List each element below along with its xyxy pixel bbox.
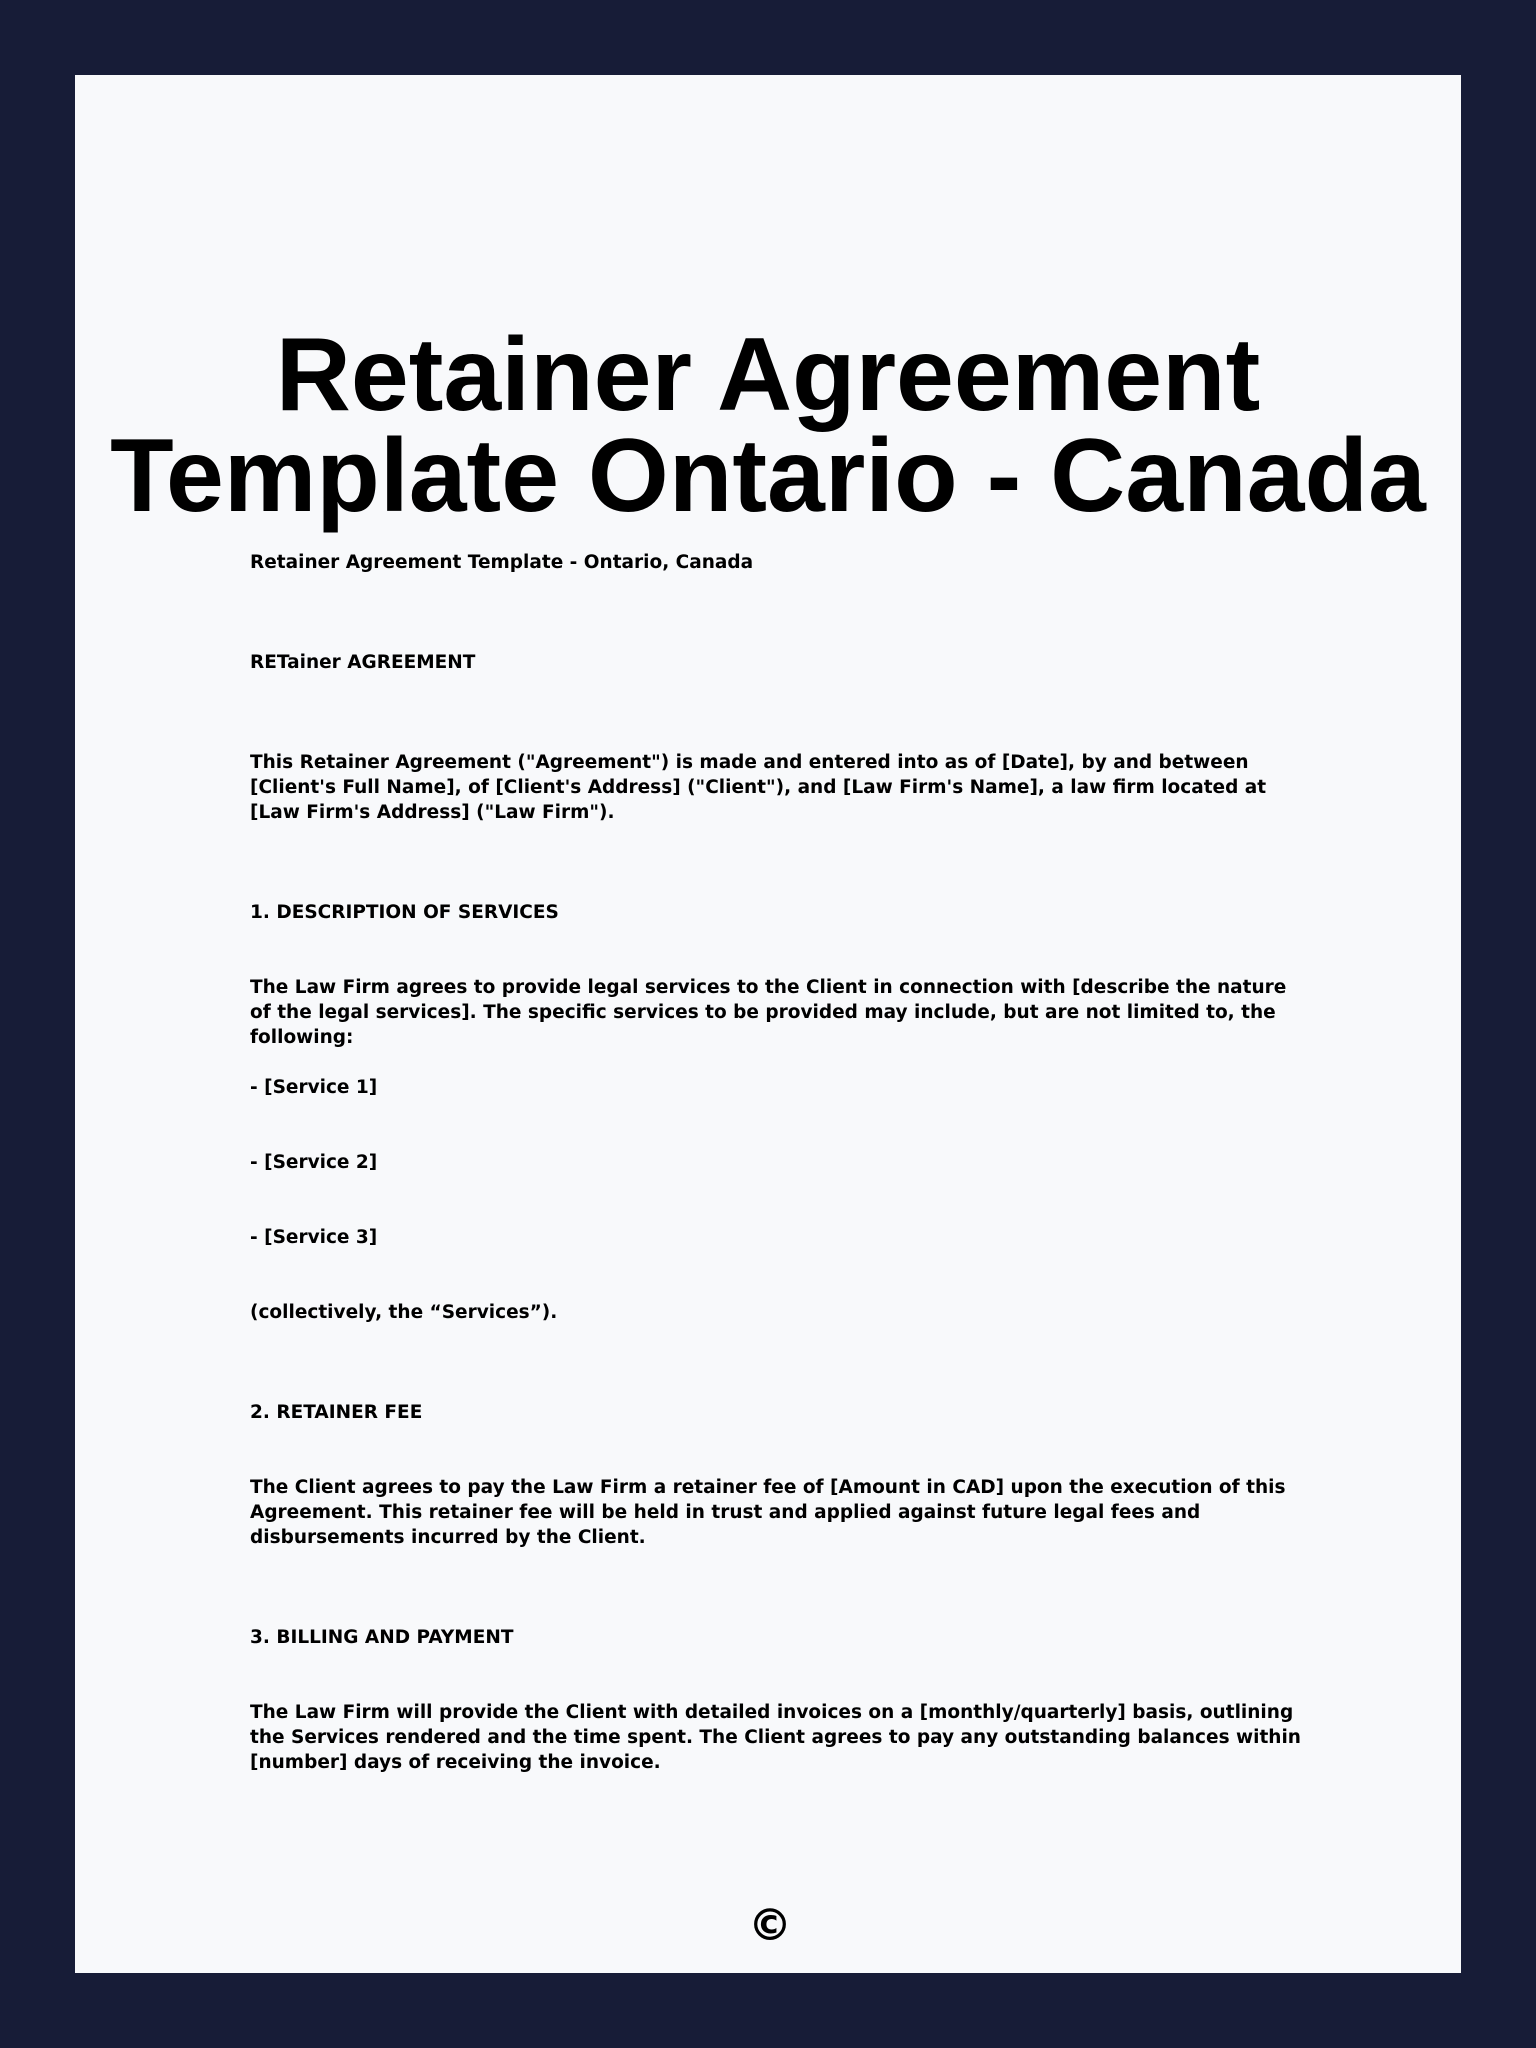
copyright-icon: © (748, 1900, 792, 1951)
service-item-2: - [Service 2] (250, 1152, 378, 1173)
agreement-heading: RETainer AGREEMENT (250, 652, 476, 673)
document-title-line-1: Retainer Agreement (275, 317, 1261, 433)
section-1-heading: 1. DESCRIPTION OF SERVICES (250, 902, 559, 923)
section-3-text: The Law Firm will provide the Client with detailed invoices on a [monthly/quarterly] basis, outlining the Services rendered and the time spent. The Client agrees to pay any outstanding balances within [number] days of receiving the invoice. (250, 1702, 1301, 1773)
services-closing: (collectively, the “Services”). (250, 1302, 558, 1323)
section-3-heading: 3. BILLING AND PAYMENT (250, 1627, 514, 1648)
intro-paragraph: This Retainer Agreement ("Agreement") is made and entered into as of [Date], by and between [Client's Full Name], of [Client's Address] ("Client"), and [Law Firm's Name], a law firm located at [Law Firm's Address] ("Law Firm"). (250, 752, 1267, 823)
section-2-heading: 2. RETAINER FEE (250, 1402, 423, 1423)
section-1-text: The Law Firm agrees to provide legal services to the Client in connection with [describe the nature of the legal services]. The specific services to be provided may include, but are not limited to, the following: (250, 977, 1287, 1048)
document-page (75, 75, 1461, 1973)
service-item-1: - [Service 1] (250, 1077, 378, 1098)
section-2-text: The Client agrees to pay the Law Firm a retainer fee of [Amount in CAD] upon the execution of this Agreement. This retainer fee will be held in trust and applied against future legal fees and disbursements incurred by the Client. (250, 1477, 1286, 1548)
document-title (75, 317, 1461, 534)
document-title-line-2: Template Ontario - Canada (110, 418, 1426, 534)
service-item-3: - [Service 3] (250, 1227, 378, 1248)
document-subtitle: Retainer Agreement Template - Ontario, Canada (250, 552, 754, 573)
